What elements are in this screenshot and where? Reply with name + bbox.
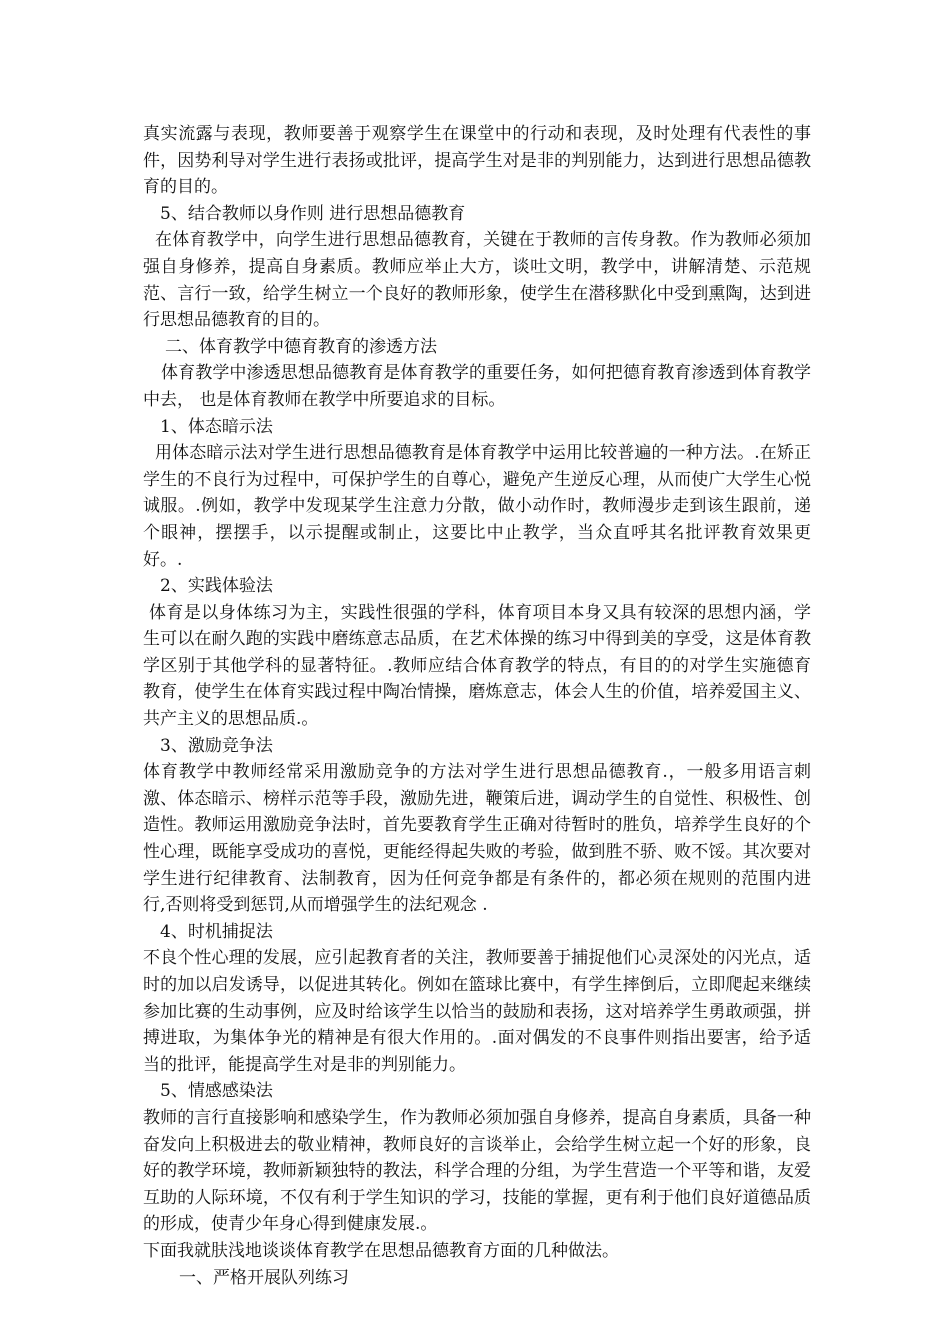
body-paragraph: 在体育教学中，向学生进行思想品德教育，关键在于教师的言传身教。作为教师必须加强自身修养，提高自身素质。教师应举止大方，谈吐文明，教学中，讲解清楚、示范规范、言行一致，给学生树立一个良好的教师形象，使学生在潜移默化中受到熏陶，达到进行思想品德教育的目的。: [143, 230, 811, 331]
section-heading: 一、严格开展队列练习: [179, 1267, 349, 1288]
body-paragraph: 教师的言行直接影响和感染学生，作为教师必须加强自身修养，提高自身素质，具备一种奋发向上积极进去的敬业精神，教师良好的言谈举止，会给学生树立起一个好的形象，良好的教学环境，教师新颖独特的教法，科学合理的分组，为学生营造一个平等和谐，友爱互助的人际环境，不仅有利于学生知识的学习，技能的掌握，更有利于他们良好道德品质的形成，使青少年身心得到健康发展.。: [143, 1107, 811, 1235]
section-heading: 4、时机捕捉法: [160, 921, 273, 942]
section-heading: 1、体态暗示法: [160, 416, 273, 437]
body-paragraph: 用体态暗示法对学生进行思想品德教育是体育教学中运用比较普遍的一种方法。.在矫正学生的不良行为过程中，可保护学生的自尊心，避免产生逆反心理，从而使广大学生心悦诚服。.例如，教学中发现某学生注意力分散，做小动作时，教师漫步走到该生跟前，递个眼神，摆摆手，以示提醒或制止，这要比中止教学，当众直呼其名批评教育效果更好。.: [143, 443, 811, 570]
section-heading: 5、情感感染法: [160, 1081, 273, 1102]
body-paragraph: 下面我就肤浅地谈谈体育教学在思想品德教育方面的几种做法。: [143, 1240, 619, 1261]
section-heading: 二、体育教学中德育教育的渗透方法: [165, 336, 437, 357]
section-heading: 5、结合教师以身作则 进行思想品德教育: [160, 203, 466, 224]
body-paragraph: 不良个性心理的发展，应引起教育者的关注，教师要善于捕捉他们心灵深处的闪光点，适时的加以启发诱导，以促进其转化。例如在篮球比赛中，有学生摔倒后，立即爬起来继续参加比赛的生动事例，应及时给该学生以恰当的鼓励和表扬，这对培养学生勇敢顽强，拼搏进取，为集体争光的精神是有很大作用的。.面对偶发的不良事件则指出要害，给予适当的批评，能提高学生对是非的判别能力。: [143, 948, 811, 1075]
body-paragraph: 体育教学中渗透思想品德教育是体育教学的重要任务，如何把德育教育渗透到体育教学中去， 也是体育教师在教学中所要追求的目标。: [143, 363, 811, 410]
body-paragraph: 体育是以身体练习为主，实践性很强的学科，体育项目本身又具有较深的思想内涵，学生可以在耐久跑的实践中磨练意志品质，在艺术体操的练习中得到美的享受，这是体育教学区别于其他学科的显著特征。.教师应结合体育教学的特点，有目的的对学生实施德育教育，使学生在体育实践过程中陶冶情操，磨炼意志，体会人生的价值，培养爱国主义、共产主义的思想品质.。: [143, 602, 811, 730]
section-heading: 2、实践体验法: [160, 576, 273, 597]
body-paragraph: 真实流露与表现，教师要善于观察学生在课堂中的行动和表现，及时处理有代表性的事件，因势利导对学生进行表扬或批评，提高学生对是非的判别能力，达到进行思想品德教育的目的。: [143, 124, 811, 198]
section-heading: 3、激励竞争法: [160, 735, 273, 756]
body-paragraph: 体育教学中教师经常采用激励竞争的方法对学生进行思想品德教育.，一般多用语言刺激、体态暗示、榜样示范等手段，激励先进，鞭策后进，调动学生的自觉性、积极性、创造性。教师运用激励竞争法时，首先要教育学生正确对待暂时的胜负，培养学生良好的个性心理，既能享受成功的喜悦，更能经得起失败的考验，做到胜不骄、败不馁。其次要对学生进行纪律教育、法制教育，因为任何竞争都是有条件的，都必须在规则的范围内进行,否则将受到惩罚,从而增强学生的法纪观念 .: [143, 762, 811, 916]
document-body: [143, 121, 811, 1291]
